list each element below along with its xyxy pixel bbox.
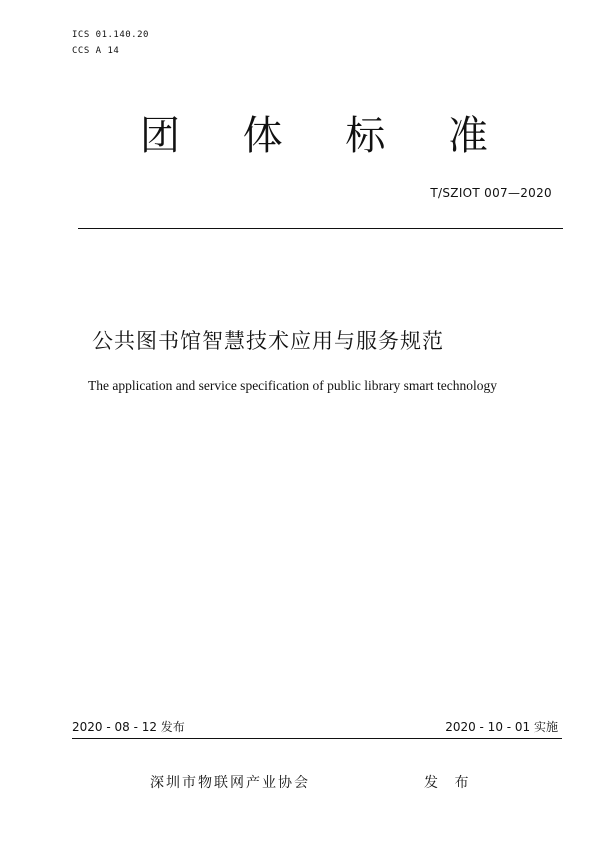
standard-type-char: 准 — [447, 113, 488, 159]
standard-type-heading — [138, 112, 490, 160]
header-divider — [78, 228, 563, 229]
document-title-english: The application and service specification of public library smart technology — [88, 378, 497, 393]
standard-type-char: 体 — [242, 113, 283, 159]
standard-type-char: 标 — [345, 113, 386, 159]
standard-type-char: 团 — [140, 113, 180, 159]
document-title-chinese: 公共图书馆智慧技术应用与服务规范 — [92, 329, 444, 353]
publisher-name: 深圳市物联网产业协会 — [150, 775, 310, 791]
footer-divider — [72, 738, 562, 739]
implementation-date: 2020 - 10 - 01 实施 — [445, 720, 558, 734]
issue-date: 2020 - 08 - 12 发布 — [72, 720, 185, 734]
publish-label: 发 布 — [424, 775, 475, 791]
ccs-code: CCS A 14 — [72, 46, 120, 56]
ics-code: ICS 01.140.20 — [72, 30, 149, 40]
standard-number: T/SZIOT 007—2020 — [430, 186, 552, 200]
